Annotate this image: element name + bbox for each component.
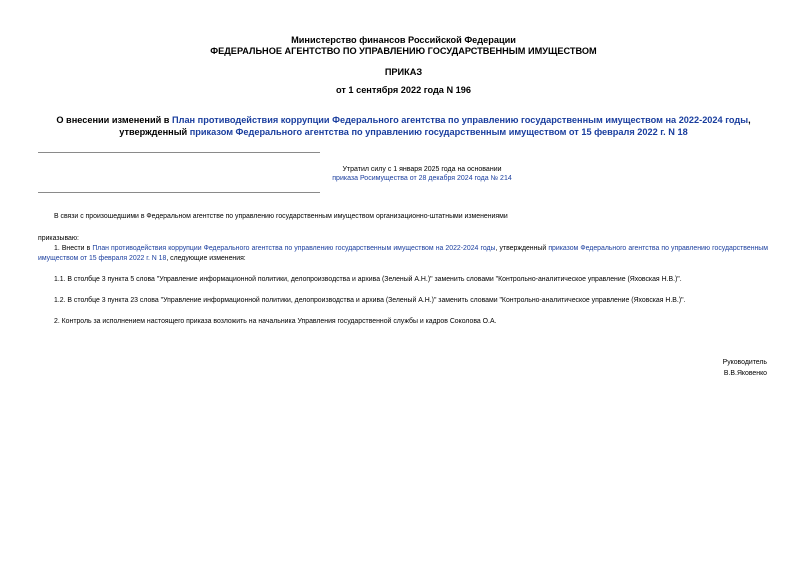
agency-name: ФЕДЕРАЛЬНОЕ АГЕНТСТВО ПО УПРАВЛЕНИЮ ГОСУДАРСТВЕННЫМ ИМУЩЕСТВОМ <box>210 46 597 56</box>
divider-top <box>38 152 320 153</box>
item-1-paragraph: 1. Внести в План противодействия коррупции Федерального агентства по управлению государственным имуществом на 2022-2024 годы, утвержденный приказом Федерального агентства по управлению государственным имуществом от 15 февраля 2022 г. N 18, следующие изменения: <box>38 245 768 262</box>
signature-position: Руководитель <box>722 359 767 366</box>
document-title-line1: О внесении изменений в План противодействия коррупции Федерального агентства по управлению государственным имуществом на 2022-2024 годы, <box>56 115 751 125</box>
document-title-line2: утвержденный приказом Федерального агентства по управлению государственным имуществом от 15 февраля 2022 г. N 18 <box>119 126 688 137</box>
divider-bottom <box>38 192 320 193</box>
order-word: приказываю: <box>38 235 79 242</box>
document-date-number: от 1 сентября 2022 года N 196 <box>335 85 471 95</box>
item-1-plan-link[interactable]: План противодействия коррупции Федерального агентства по управлению государственным имуществом на 2022-2024 годы <box>92 245 496 252</box>
document-type: ПРИКАЗ <box>384 67 423 77</box>
ministry-name: Министерство финансов Российской Федерации <box>291 35 516 45</box>
status-note <box>320 165 524 183</box>
intro-paragraph: В связи с произошедшими в Федеральном агентстве по управлению государственным имуществом организационно-штатными изменениями <box>54 213 508 220</box>
document-title <box>0 115 807 138</box>
status-note-text: Утратил силу с 1 января 2025 года на основании <box>342 166 502 173</box>
item-1-2-paragraph: 1.2. В столбце 3 пункта 23 слова "Управление информационной политики, делопроизводства и архива (Зеленый А.Н.)" заменить словами "Контрольно-аналитическое управление (Яховская Н.В.)". <box>54 297 686 304</box>
repeal-order-link[interactable]: приказа Росимущества от 28 декабря 2024 года № 214 <box>332 175 512 182</box>
plan-link[interactable]: План противодействия коррупции Федерального агентства по управлению государственным имуществом на 2022-2024 годы <box>172 115 749 125</box>
item-2-paragraph: 2. Контроль за исполнением настоящего приказа возложить на начальника Управления государственной службы и кадров Соколова О.А. <box>54 318 497 325</box>
item-1-1-paragraph: 1.1. В столбце 3 пункта 5 слова "Управление информационной политики, делопроизводства и архива (Зеленый А.Н.)" заменить словами "Контрольно-аналитическое управление (Яховская Н.В.)". <box>54 276 682 283</box>
item-1-order-link[interactable]: приказом Федерального агентства по управлению государственным имуществом от 15 февраля 2022 г. N 18 <box>38 245 768 262</box>
order-link[interactable]: приказом Федерального агентства по управлению государственным имуществом от 15 февраля 2022 г. N 18 <box>189 126 688 137</box>
signature-name: В.В.Яковенко <box>723 370 767 377</box>
signature-block <box>723 357 767 379</box>
